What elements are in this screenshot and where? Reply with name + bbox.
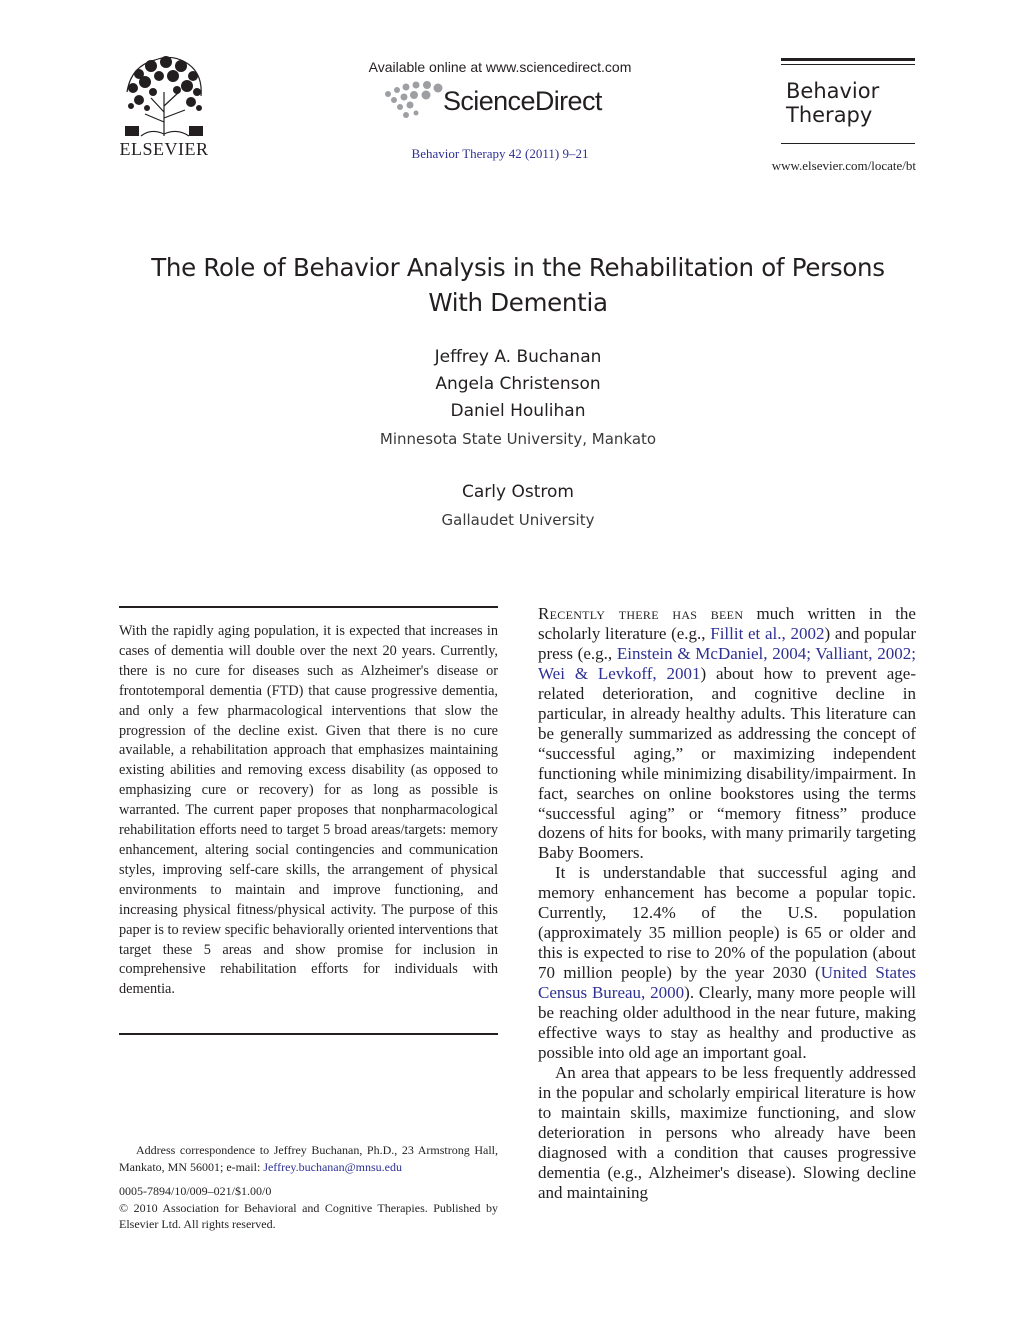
journal-logo-rule-thin <box>781 64 915 65</box>
body-paragraph: Recently there has been much written in the scholarly literature (e.g., Fillit et al., 2002) and popular press (e.g., Einstein & McDaniel, 2004; Valliant, 2002; Wei & Levkoff, 2001) about how to prevent age-related deterioration, and cognitive decline in particular, in already healthy adults. This literature can be generally summarized as addressing the concept of “successful aging,” or maximizing independent functioning while minimizing disability/impairment. In fact, searches on online bookstores using the terms “successful aging” or “memory fitness” produce dozens of hits for books, with many primarily targeting Baby Boomers. <box>538 604 916 863</box>
author-affiliation: Gallaudet University <box>441 511 595 529</box>
journal-logo-line2: Therapy <box>786 103 873 127</box>
abstract-rule-bottom <box>119 1033 498 1035</box>
author-affiliation: Minnesota State University, Mankato <box>379 430 657 448</box>
journal-logo-rule-bottom <box>781 143 915 144</box>
journal-logo <box>786 79 879 127</box>
copyright-line: © 2010 Association for Behavioral and Cognitive Therapies. Published by Elsevier Ltd. All rights reserved. <box>119 1200 498 1231</box>
article-title <box>110 250 926 320</box>
abstract-rule-top <box>119 606 498 608</box>
author-name: Angela Christenson <box>435 374 601 394</box>
abstract-text: With the rapidly aging population, it is expected that increases in cases of dementia will double over the next 20 years. Currently, there is no cure for diseases such as Alzheimer's disease or frontotemporal dementia (FTD) that cause progressive dementia, and only a few pharmacological interventions that slow the progression of the decline exist. Given that there is no cure available, a rehabilitation approach that emphasizes maintaining existing abilities and removing excess disability (as opposed to emphasizing cure or recovery) for as long as possible is warranted. The current paper proposes that nonpharmacological rehabilitation efforts need to target 5 broad areas/targets: memory enhancement, altering social contingencies and communication styles, improving self-care skills, the arrangement of physical environments to maintain and improve functioning, and increasing physical fitness/physical activity. The purpose of this paper is to review specific behaviorally oriented interventions that target these 5 areas and show promise for inclusion in comprehensive rehabilitation efforts for individuals with dementia. <box>119 623 498 998</box>
body-paragraph: It is understandable that successful aging and memory enhancement has become a popular topic. Currently, 12.4% of the U.S. population (approximately 35 million people) is 65 or older and this is expected to rise to 20% of the population (about 70 million people) by the year 2030 (United States Census Bureau, 2000). Clearly, many more people will be reaching older adulthood in the near future, making effective ways to stay as healthy and productive as possible into old age an important goal. <box>538 863 916 1062</box>
title-line-2: With Dementia <box>428 288 608 317</box>
elsevier-wordmark: ELSEVIER <box>119 139 209 159</box>
author-name: Carly Ostrom <box>462 482 574 502</box>
correspondence-email-link[interactable]: Jeffrey.buchanan@mnsu.edu <box>263 1159 402 1174</box>
sciencedirect-dots-icon <box>384 80 444 122</box>
issn-line: 0005-7894/10/009–021/$1.00/0 <box>119 1184 272 1198</box>
journal-logo-line1: Behavior <box>786 79 880 103</box>
citation-link[interactable]: United States Census Bureau, 2000 <box>538 963 916 1003</box>
elsevier-tree-icon <box>121 52 207 138</box>
lead-in-smallcaps: Recently there has been <box>538 604 744 623</box>
body-column <box>538 604 916 1203</box>
author-block <box>310 344 726 534</box>
correspondence-address-text: Address correspondence to Jeffrey Buchanan, Ph.D., 23 Armstrong Hall, Mankato, MN 56001; e-mail: <box>119 1143 498 1174</box>
available-online-text: Available online at www.sciencedirect.com <box>368 59 632 75</box>
correspondence-address <box>119 1142 498 1175</box>
correspondence-footnote <box>119 1142 498 1233</box>
sciencedirect-wordmark: ScienceDirect <box>443 86 602 116</box>
citation-link[interactable]: Einstein & McDaniel, 2004; Valliant, 2002; Wei & Levkoff, 2001 <box>538 643 916 683</box>
citation-link[interactable]: Fillit et al., 2002 <box>710 623 825 643</box>
journal-citation[interactable]: Behavior Therapy 42 (2011) 9–21 <box>411 146 589 161</box>
journal-url[interactable]: www.elsevier.com/locate/bt <box>771 158 916 173</box>
author-name: Jeffrey A. Buchanan <box>434 347 602 367</box>
author-name: Daniel Houlihan <box>450 401 586 421</box>
body-paragraph: An area that appears to be less frequently addressed in the popular and scholarly empirical literature is how to maintain skills, maximize functioning, and slow deterioration in persons who already have been diagnosed with a condition that causes progressive dementia (e.g., Alzheimer's disease). Slowing decline and maintaining <box>538 1062 916 1202</box>
title-line-1: The Role of Behavior Analysis in the Rehabilitation of Persons <box>151 253 885 282</box>
journal-logo-rule-top <box>781 58 915 61</box>
elsevier-logo <box>118 52 210 160</box>
